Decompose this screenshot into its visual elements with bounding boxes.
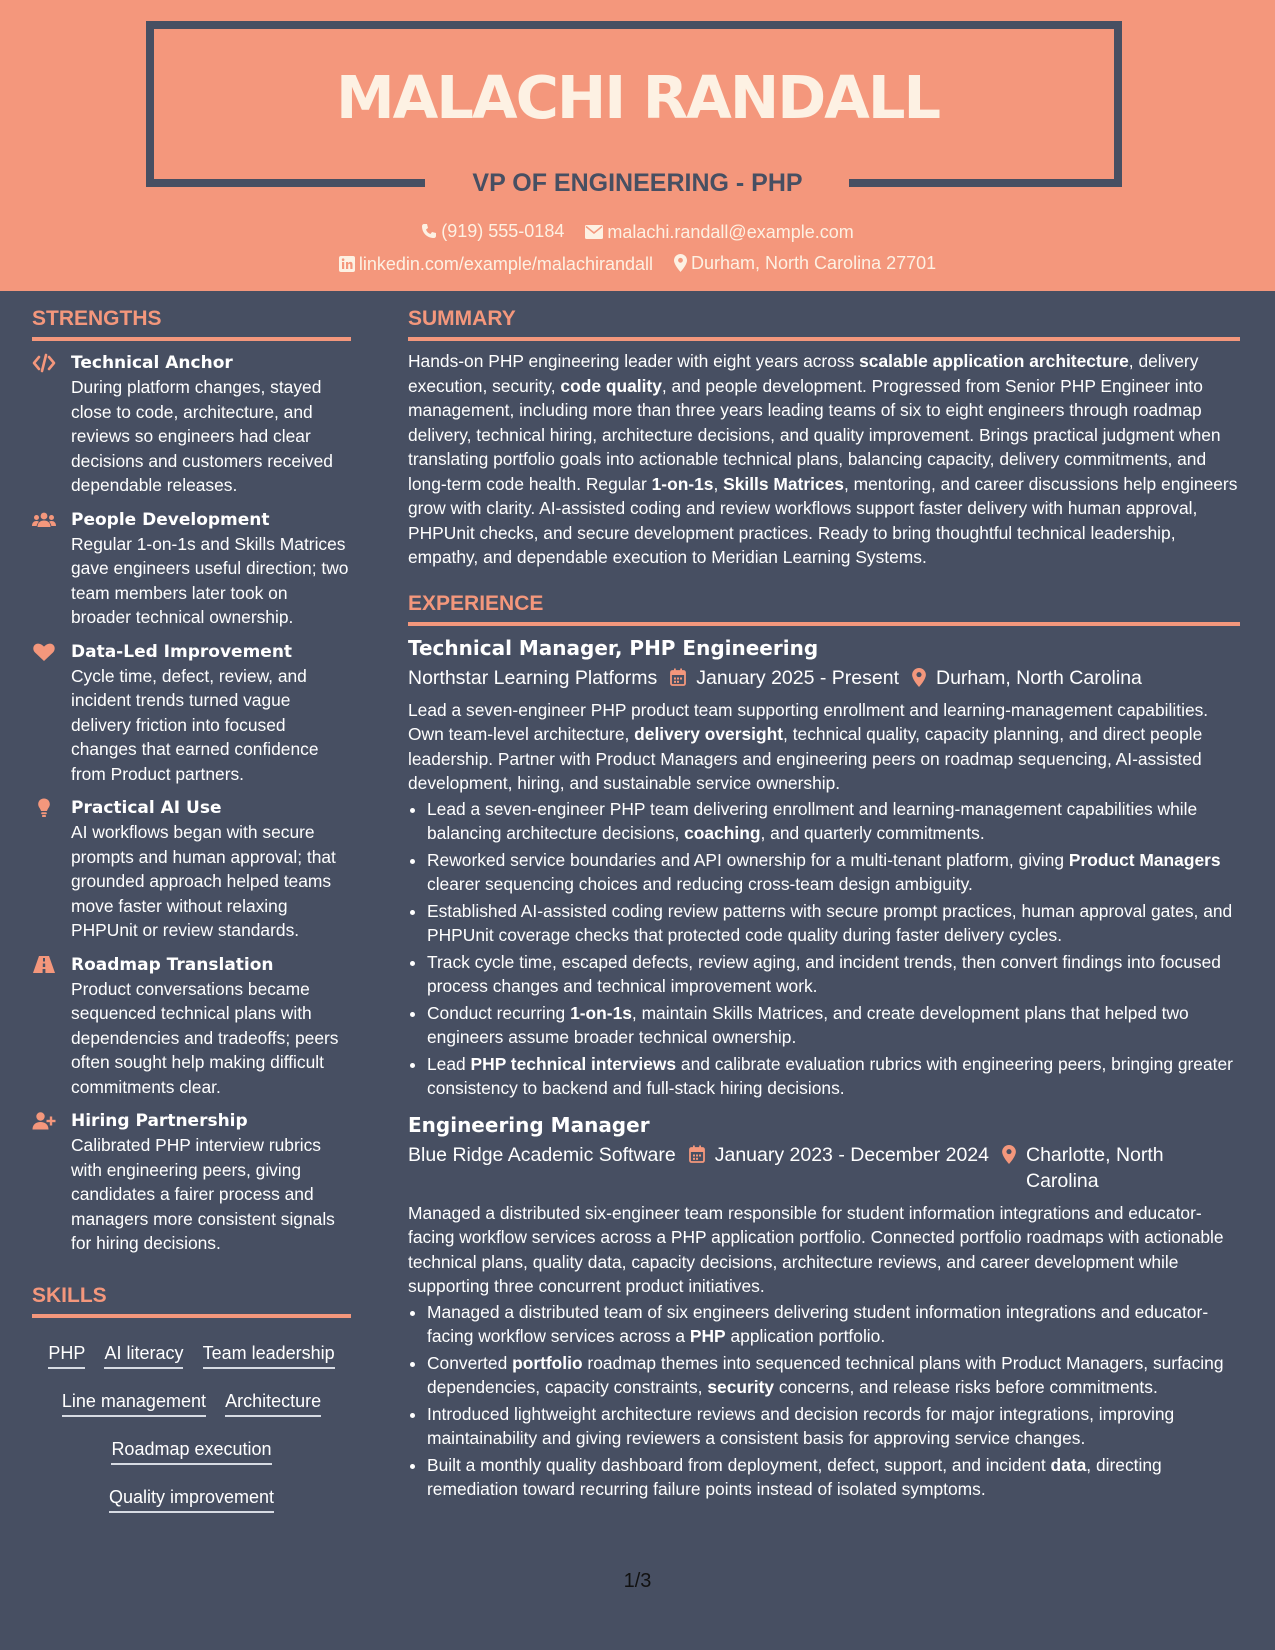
page-number: 1/3 [623, 1570, 652, 1592]
calendar-icon [670, 668, 686, 686]
job-description: Lead a seven-engineer PHP product team supporting enrollment and learning-management capabilities. Own team-level architecture, delivery oversight, technical quality, capacity planning, and direct people leadership. Partner with Product Managers and engineering peers on roadmap sequencing, AI-assisted development, hiring, and sustainable service ownership. [408, 699, 1209, 793]
lightbulb-icon [32, 798, 56, 818]
map-pin-icon [912, 668, 926, 687]
phone-contact[interactable] [421, 219, 564, 243]
strength-title: Roadmap Translation [71, 954, 274, 975]
contact-line-1 [0, 219, 1275, 245]
skill-tag: Architecture [225, 1390, 321, 1417]
job-dates-text: January 2025 - Present [696, 666, 899, 689]
job-title: Engineering Manager [408, 1112, 650, 1137]
strength-item [32, 1109, 351, 1256]
job-entry [408, 1111, 1240, 1502]
summary-heading: SUMMARY [408, 291, 1240, 341]
strength-body: During platform changes, stayed close to code, architecture, and reviews so engineers had clear decisions and customers received dependable releases. [71, 377, 333, 495]
job-dates [689, 1142, 989, 1168]
strength-item [32, 953, 351, 1100]
strength-body: Calibrated PHP interview rubrics with engineering peers, giving candidates a fairer process and managers more consistent signals for hiring decisions. [71, 1135, 335, 1253]
job-bullet: • Established AI-assisted coding review patterns with secure prompt practices, human approval gates, and PHPUnit coverage checks that protected code quality during faster delivery cycles. [427, 899, 1240, 948]
location-contact [674, 251, 936, 275]
strength-body: Cycle time, defect, review, and incident trends turned vague delivery friction into focused changes that earned confidence from Product partners. [71, 665, 319, 784]
job-bullet: • Introduced lightweight architecture reviews and decision records for major integrations, improving maintainability and giving reviewers a consistent basis for approving service changes. [427, 1402, 1240, 1451]
job-title: Technical Manager, PHP Engineering [408, 635, 819, 660]
job-location [1002, 1142, 1192, 1194]
skills-heading: SKILLS [32, 1268, 351, 1318]
strength-item [32, 796, 351, 943]
skill-tag: Roadmap execution [111, 1438, 271, 1465]
bold-keyword: Skills Matrices [723, 473, 844, 494]
strength-item [32, 640, 351, 787]
job-bullet: • Reworked service boundaries and API ownership for a multi-tenant platform, giving Product Managers clearer sequencing choices and reducing cross-team design ambiguity. [427, 848, 1240, 897]
bold-keyword: security [707, 1377, 775, 1397]
strength-item [32, 508, 351, 630]
skill-tag: PHP [48, 1342, 85, 1369]
envelope-icon [585, 225, 603, 239]
strength-title: Practical AI Use [71, 798, 222, 818]
skill-tag: AI literacy [104, 1342, 183, 1369]
job-meta [408, 665, 1240, 691]
candidate-name: MALACHI RANDALL [335, 63, 940, 132]
job-bullets [408, 1300, 1240, 1502]
calendar-icon [689, 1145, 705, 1163]
map-pin-icon [1002, 1145, 1016, 1164]
job-location [912, 665, 1142, 691]
bold-keyword: 1-on-1s [651, 473, 714, 494]
strength-body: Product conversations became sequenced technical plans with dependencies and tradeoffs; peers often sought help making difficult commitments clear. [71, 978, 339, 1097]
skills-row [32, 1390, 351, 1417]
bold-keyword: Product Managers [1068, 849, 1221, 870]
bold-keyword: PHP [689, 1326, 726, 1346]
job-bullet: • Lead a seven-engineer PHP team delivering enrollment and learning-management capabilities while balancing architecture decisions, coaching, and quarterly commitments. [427, 797, 1240, 846]
strength-title: Hiring Partnership [71, 1111, 248, 1131]
contact-line-2 [0, 251, 1275, 278]
job-dates [670, 665, 899, 691]
linkedin-text: linkedin.com/example/malachirandall [358, 254, 653, 274]
strength-title: Data-Led Improvement [71, 641, 293, 662]
bold-keyword: scalable application architecture [859, 351, 1129, 371]
right-column [408, 291, 1240, 1504]
job-description: Managed a distributed six-engineer team responsible for student information integrations and educator-facing workflow services across a PHP application portfolio. Connected portfolio roadmaps with actionable technical plans, quality data, capacity decisions, architecture reviews, and career development while supporting three concurrent product initiatives. [408, 1202, 1224, 1296]
email-contact[interactable] [585, 220, 853, 244]
road-icon [32, 955, 56, 975]
bold-keyword: code quality [560, 375, 662, 396]
job-bullet: • Conduct recurring 1-on-1s, maintain Skills Matrices, and create development plans that helped two engineers assume broader technical ownership. [427, 1001, 1240, 1050]
bold-keyword: 1-on-1s [570, 1002, 632, 1023]
strength-title: Technical Anchor [71, 353, 233, 373]
phone-icon [421, 223, 437, 239]
job-bullets [408, 797, 1240, 1101]
job-location-text: Durham, North Carolina [935, 666, 1142, 689]
job-bullet: • Managed a distributed team of six engineers delivering student information integrations and educator-facing workflow services across a PHP application portfolio. [427, 1300, 1240, 1349]
skill-tag: Team leadership [203, 1342, 335, 1369]
linkedin-contact[interactable] [339, 252, 653, 276]
summary-text: Hands-on PHP engineering leader with eight years across scalable application architecture, delivery execution, security, code quality, and people development. Progressed from Senior PHP Engineer into management, including more than three years leading teams of six to eight engineers through roadmap delivery, technical hiring, architecture decisions, and quality improvement. Brings practical judgment when translating portfolio goals into actionable technical plans, balancing capacity, delivery commitments, and long-term code health. Regular 1-on-1s, Skills Matrices, mentoring, and career discussions help engineers grow with clarity. AI-assisted coding and review workflows support faster delivery with human approval, PHPUnit checks, and secure development practices. Ready to bring thoughtful technical leadership, empathy, and dependable execution to Meridian Learning Systems. [408, 351, 1238, 567]
linkedin-icon [339, 256, 355, 272]
job-company: Northstar Learning Platforms [408, 666, 658, 689]
resume-header [0, 0, 1275, 291]
job-dates-text: January 2023 - December 2024 [714, 1143, 989, 1166]
job-bullet: • Built a monthly quality dashboard from deployment, defect, support, and incident data, directing remediation toward recurring failure points instead of isolated symptoms. [427, 1453, 1240, 1502]
strength-body: Regular 1-on-1s and Skills Matrices gave engineers useful direction; two team members later took on broader technical ownership. [71, 533, 349, 627]
bold-keyword: coaching [684, 823, 761, 843]
skill-tag: Quality improvement [109, 1486, 274, 1513]
skills-list [32, 1326, 351, 1513]
job-bullet: • Lead PHP technical interviews and calibrate evaluation rubrics with engineering peers, bringing greater consistency to backend and full-stack hiring decisions. [427, 1052, 1240, 1101]
candidate-role: VP OF ENGINEERING - PHP [472, 169, 803, 197]
users-icon [32, 510, 56, 530]
job-location-text: Charlotte, North Carolina [1025, 1143, 1164, 1192]
bold-keyword: portfolio [512, 1352, 583, 1373]
job-entry [408, 634, 1240, 1101]
job-company: Blue Ridge Academic Software [408, 1143, 676, 1166]
heart-icon [32, 642, 56, 662]
job-bullet: • Converted portfolio roadmap themes into sequenced technical plans with Product Managers, surfacing dependencies, capacity constraints, security concerns, and release risks before commitments. [427, 1351, 1240, 1400]
strengths-heading: STRENGTHS [32, 291, 351, 341]
bold-keyword: data [1050, 1454, 1087, 1475]
skill-tag: Line management [62, 1390, 206, 1417]
map-pin-icon [674, 254, 687, 272]
skills-row [32, 1486, 351, 1513]
skills-row [32, 1342, 351, 1369]
phone-text: (919) 555-0184 [441, 221, 565, 241]
bold-keyword: PHP technical interviews [470, 1053, 677, 1074]
strength-body: AI workflows began with secure prompts and human approval; that grounded approach helped teams move faster without relaxing PHPUnit or review standards. [71, 822, 336, 940]
strength-item [32, 351, 351, 498]
user-plus-icon [32, 1111, 56, 1131]
left-column [32, 291, 351, 1534]
code-icon [32, 353, 56, 373]
job-meta [408, 1142, 1240, 1194]
bold-keyword: delivery oversight [634, 724, 784, 744]
job-bullet: • Track cycle time, escaped defects, review aging, and incident trends, then convert findings into focused process changes and technical improvement work. [427, 950, 1240, 999]
strength-title: People Development [71, 509, 270, 530]
email-text: malachi.randall@example.com [607, 222, 854, 242]
skills-row [32, 1438, 351, 1465]
experience-heading: EXPERIENCE [408, 576, 1240, 626]
location-text: Durham, North Carolina 27701 [691, 253, 937, 273]
